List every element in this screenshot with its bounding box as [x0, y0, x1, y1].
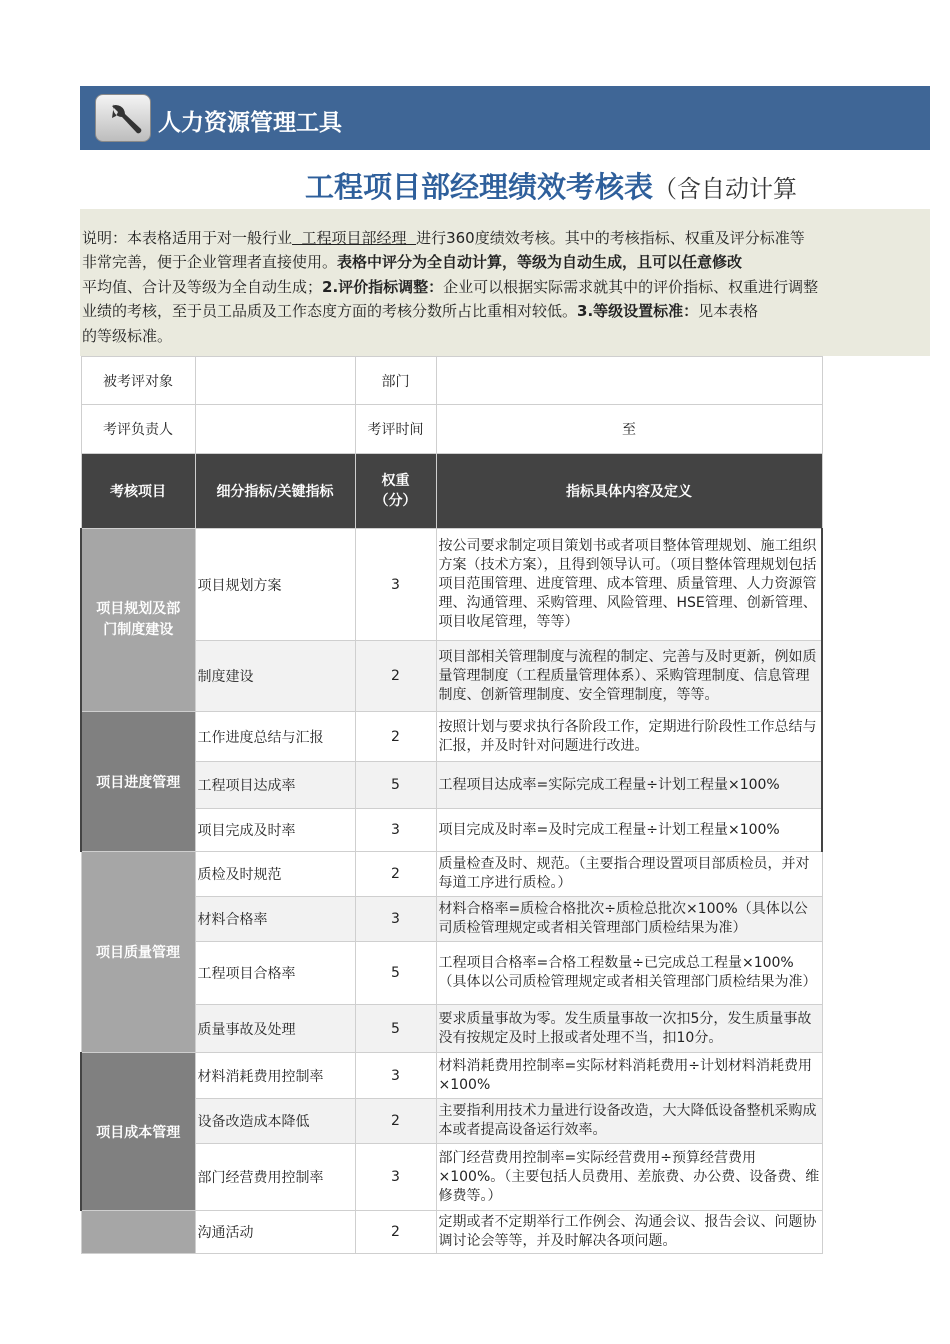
- indicator-cell: 工程项目达成率: [195, 762, 355, 809]
- definition-cell: 工程项目达成率=实际完成工程量÷计划工程量×100%: [436, 762, 822, 809]
- indicator-cell: 材料合格率: [195, 897, 355, 942]
- weight-cell[interactable]: 3: [355, 529, 436, 641]
- assessment-table: [80, 356, 823, 1254]
- instructions-panel: [80, 209, 930, 356]
- weight-cell[interactable]: 3: [355, 897, 436, 942]
- owner-label: 考评负责人: [81, 405, 195, 454]
- target-input[interactable]: [195, 357, 355, 405]
- definition-cell: 按公司要求制定项目策划书或者项目整体管理规划、施工组织方案（技术方案），且得到领导认可。（项目整体管理规划包括项目范围管理、进度管理、成本管理、质量管理、人力资源管理、沟通管理、采购管理、风险管理、HSE管理、创新管理、项目收尾管理，等等）: [436, 529, 822, 641]
- category-cell: [81, 1211, 195, 1254]
- app-title: 人力资源管理工具: [158, 110, 342, 136]
- weight-cell[interactable]: 5: [355, 1005, 436, 1053]
- indicator-cell: 制度建设: [195, 641, 355, 712]
- time-range-input[interactable]: 至: [436, 405, 822, 454]
- category-cell: 项目质量管理: [81, 852, 195, 1053]
- header-indicator: 细分指标/关键指标: [195, 454, 355, 529]
- document-subtitle: （含自动计算: [653, 175, 798, 203]
- owner-input[interactable]: [195, 405, 355, 454]
- header-weight: 权重 （分）: [355, 454, 436, 529]
- definition-cell: 项目部相关管理制度与流程的制定、完善与及时更新，例如质量管理制度（工程质量管理体系）、采购管理制度、信息管理制度、创新管理制度、安全管理制度，等等。: [436, 641, 822, 712]
- indicator-cell: 质检及时规范: [195, 852, 355, 897]
- category-cell: 项目进度管理: [81, 712, 195, 852]
- wrench-icon: [95, 94, 151, 142]
- header-definition: 指标具体内容及定义: [436, 454, 822, 529]
- indicator-cell: 质量事故及处理: [195, 1005, 355, 1053]
- definition-cell: 主要指利用技术力量进行设备改造，大大降低设备整机采购成本或者提高设备运行效率。: [436, 1099, 822, 1144]
- indicator-cell: 项目规划方案: [195, 529, 355, 641]
- category-cell: 项目规划及部门制度建设: [81, 529, 195, 712]
- weight-cell[interactable]: 2: [355, 712, 436, 762]
- weight-cell[interactable]: 2: [355, 641, 436, 712]
- definition-cell: 材料合格率=质检合格批次÷质检总批次×100%（具体以公司质检管理规定或者相关管理部门质检结果为准）: [436, 897, 822, 942]
- header-banner: [80, 86, 930, 150]
- dept-label: 部门: [355, 357, 436, 405]
- definition-cell: 要求质量事故为零。发生质量事故一次扣5分，发生质量事故没有按规定及时上报或者处理不当，扣10分。: [436, 1005, 822, 1053]
- time-label: 考评时间: [355, 405, 436, 454]
- dept-input[interactable]: [436, 357, 822, 405]
- weight-cell[interactable]: 5: [355, 762, 436, 809]
- target-label: 被考评对象: [81, 357, 195, 405]
- header-category: 考核项目: [81, 454, 195, 529]
- definition-cell: 部门经营费用控制率=实际经营费用÷预算经营费用×100%。（主要包括人员费用、差旅费、办公费、设备费、维修费等。）: [436, 1144, 822, 1211]
- definition-cell: 按照计划与要求执行各阶段工作，定期进行阶段性工作总结与汇报，并及时针对问题进行改进。: [436, 712, 822, 762]
- weight-cell[interactable]: 5: [355, 942, 436, 1005]
- document-title: 工程项目部经理绩效考核表（含自动计算: [305, 170, 798, 204]
- definition-cell: 项目完成及时率=及时完成工程量÷计划工程量×100%: [436, 809, 822, 852]
- indicator-cell: 工作进度总结与汇报: [195, 712, 355, 762]
- definition-cell: 定期或者不定期举行工作例会、沟通会议、报告会议、问题协调讨论会等等，并及时解决各项问题。: [436, 1211, 822, 1254]
- indicator-cell: 部门经营费用控制率: [195, 1144, 355, 1211]
- definition-cell: 工程项目合格率=合格工程数量÷已完成总工程量×100%（具体以公司质检管理规定或者相关管理部门质检结果为准）: [436, 942, 822, 1005]
- weight-cell[interactable]: 3: [355, 809, 436, 852]
- instructions-text: 说明：本表格适用于对一般行业 工程项目部经理 进行360度绩效考核。其中的考核指标、权重及评分标准等 非常完善，便于企业管理者直接使用。表格中评分为全自动计算，等级为自动生成，且可以任意修改 平均值、合计及等级为全自动生成；2.评价指标调整：企业可以根据实际需求就其中的评价指标、权重进行调整 业绩的考核，至于员工品质及工作态度方面的考核分数所占比重相对较低。3.等级设置标准：见本表格 的等级标准。: [82, 229, 819, 345]
- category-cell: 项目成本管理: [81, 1053, 195, 1211]
- definition-cell: 材料消耗费用控制率=实际材料消耗费用÷计划材料消耗费用×100%: [436, 1053, 822, 1099]
- weight-cell[interactable]: 3: [355, 1144, 436, 1211]
- weight-cell[interactable]: 2: [355, 1211, 436, 1254]
- indicator-cell: 沟通活动: [195, 1211, 355, 1254]
- definition-cell: 质量检查及时、规范。（主要指合理设置项目部质检员，并对每道工序进行质检。）: [436, 852, 822, 897]
- indicator-cell: 项目完成及时率: [195, 809, 355, 852]
- weight-cell[interactable]: 2: [355, 1099, 436, 1144]
- indicator-cell: 设备改造成本降低: [195, 1099, 355, 1144]
- weight-cell[interactable]: 3: [355, 1053, 436, 1099]
- indicator-cell: 材料消耗费用控制率: [195, 1053, 355, 1099]
- indicator-cell: 工程项目合格率: [195, 942, 355, 1005]
- weight-cell[interactable]: 2: [355, 852, 436, 897]
